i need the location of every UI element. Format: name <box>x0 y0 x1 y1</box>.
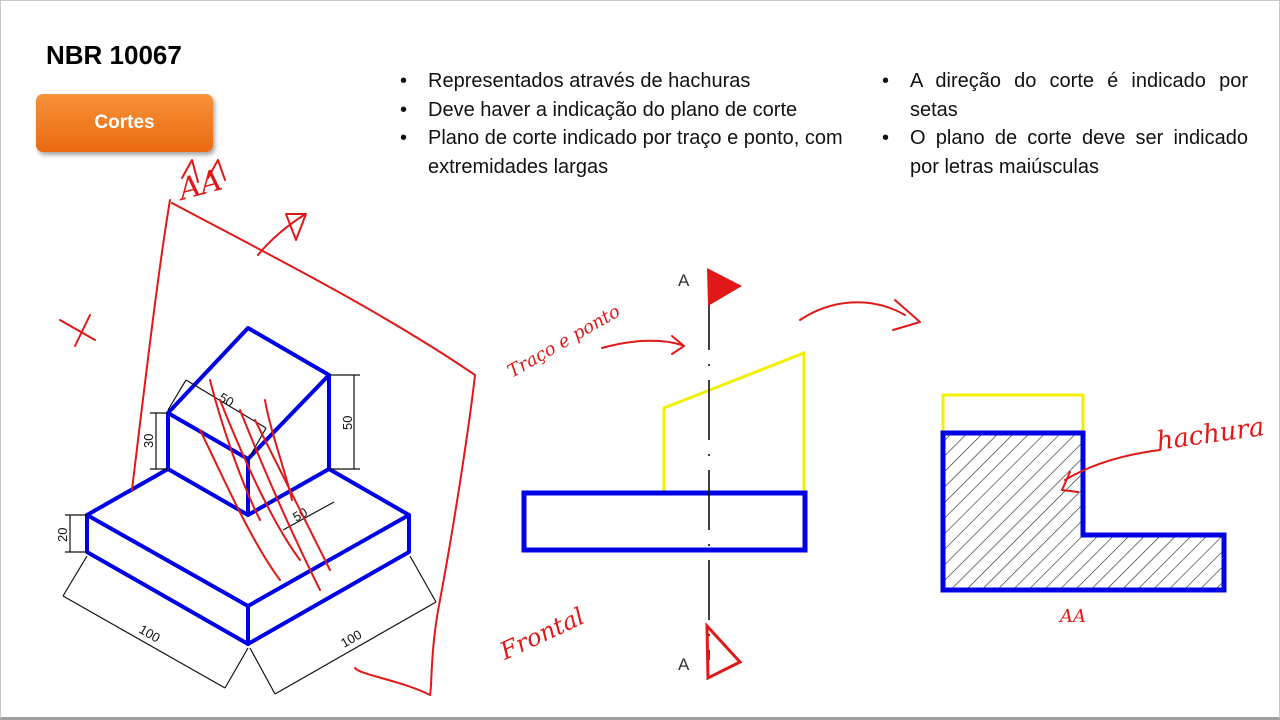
isometric-piece <box>87 328 409 644</box>
label-section-aa: AA <box>1060 606 1086 627</box>
slide-title: NBR 10067 <box>46 40 182 70</box>
dim-depth: 50 <box>290 504 311 525</box>
bullet-item: • O plano de corte deve ser indicado por letras maiúsculas <box>878 124 1248 181</box>
label-frontal: Frontal <box>495 602 589 666</box>
label-traco-e-ponto: Traço e ponto <box>504 300 624 383</box>
cut-label-top: A <box>678 271 690 290</box>
front-view-base <box>524 493 805 550</box>
dim-base-height: 20 <box>55 527 70 542</box>
annotation-arrow-tr <box>800 300 920 330</box>
annotation-arrow-traco <box>602 336 684 354</box>
cortes-button[interactable]: Cortes <box>36 94 213 152</box>
annotation-scribble <box>200 380 330 590</box>
dim-top-width: 50 <box>216 389 237 410</box>
section-cut-outline <box>943 395 1083 433</box>
section-hatched-area <box>943 433 1224 590</box>
bullet-item: • Plano de corte indicado por traço e ponto, com extremidades largas <box>396 124 856 181</box>
handwritten-annotations <box>60 160 1160 695</box>
annotation-plane-outline <box>132 200 475 695</box>
cut-arrow-top <box>707 268 742 306</box>
bullet-item: • Deve haver a indicação do plano de corte <box>396 96 856 125</box>
block-top-face <box>168 328 329 459</box>
annotation-arrow-right <box>258 214 306 255</box>
label-top-aa: AA <box>175 162 226 208</box>
label-hachura: hachura <box>1154 412 1267 457</box>
dim-left-height: 30 <box>141 433 156 448</box>
base-top-right <box>329 469 409 515</box>
dim-top-height: 50 <box>340 415 355 430</box>
bullet-item: • Representados através de hachuras <box>396 67 856 96</box>
cut-label-bottom: A <box>678 655 690 674</box>
dim-base-right: 100 <box>338 626 365 651</box>
bullet-item: • A direção do corte é indicado por setas <box>878 67 1248 124</box>
base-top-back <box>87 469 168 515</box>
cut-arrow-bottom <box>707 626 740 678</box>
dimension-labels <box>55 390 364 651</box>
dim-base-left: 100 <box>136 621 163 646</box>
cut-part-outline <box>664 353 804 493</box>
